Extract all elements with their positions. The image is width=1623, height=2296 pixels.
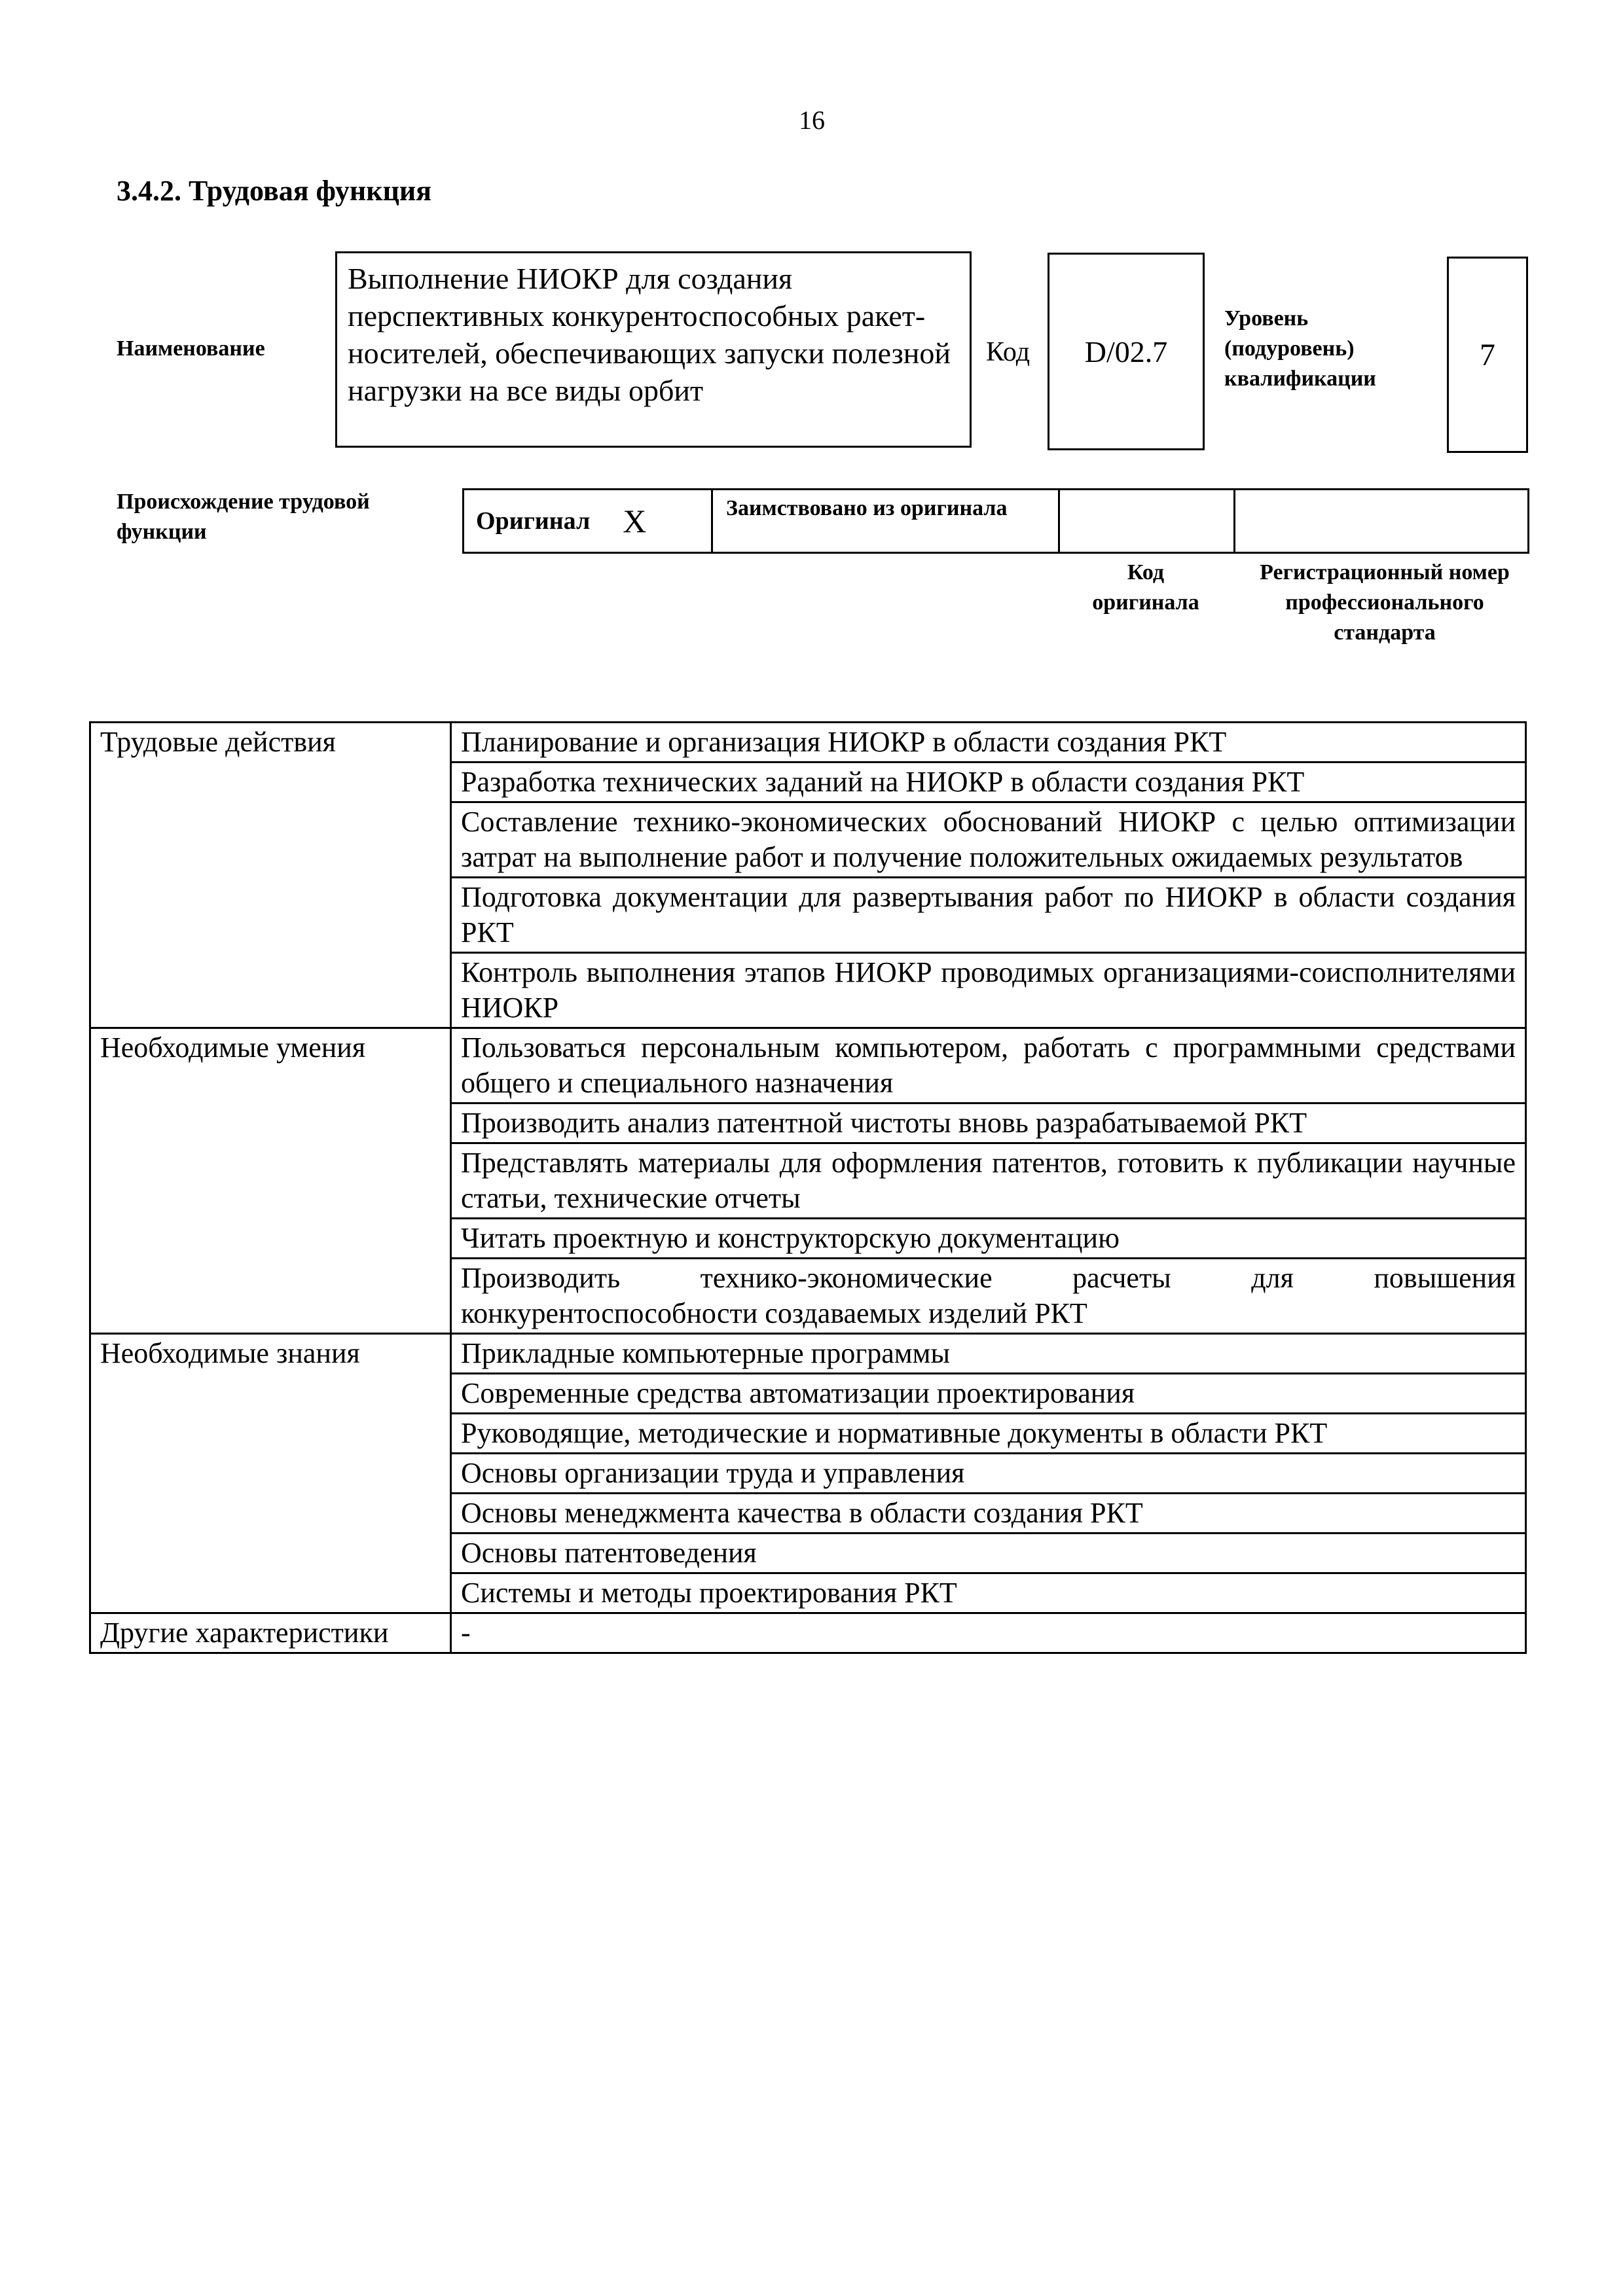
origin-original-mark: X xyxy=(623,503,647,539)
item-cell: Основы патентоведения xyxy=(451,1534,1526,1573)
item-cell: Представлять материалы для оформления патентов, готовить к публикации научные статьи, технические отчеты xyxy=(451,1143,1526,1219)
function-code-box xyxy=(1048,253,1205,450)
origin-borrowed-cell: Заимствовано из оригинала xyxy=(713,490,1060,552)
name-label: Наименование xyxy=(117,336,265,361)
item-cell: Производить технико-экономические расчеты для повышения конкурентоспособности создаваемых изделий РКТ xyxy=(451,1259,1526,1334)
item-cell: Планирование и организация НИОКР в области создания РКТ xyxy=(451,723,1526,762)
origin-code-cell xyxy=(1060,490,1235,552)
origin-original-cell xyxy=(464,490,713,552)
item-cell: Составление технико-экономических обоснований НИОКР с целью оптимизации затрат на выполнение работ и получение положительных ожидаемых результатов xyxy=(451,802,1526,878)
category-cell: Трудовые действия xyxy=(90,723,451,1028)
origin-row xyxy=(462,488,1529,554)
code-original-caption: Код оригинала xyxy=(1092,560,1199,615)
function-name-box: Выполнение НИОКР для создания перспективных конкурентоспособных ракет-носителей, обеспечивающих запуски полезной нагрузки на все виды орбит xyxy=(335,251,972,448)
item-cell: Производить анализ патентной чистоты вновь разрабатываемой РКТ xyxy=(451,1103,1526,1143)
table-row xyxy=(90,1028,1526,1103)
page-number: 16 xyxy=(799,105,825,135)
qualification-level-label xyxy=(1224,304,1434,394)
function-code-value: D/02.7 xyxy=(1084,334,1168,368)
category-cell: Необходимые знания xyxy=(90,1334,451,1613)
item-cell: Системы и методы проектирования РКТ xyxy=(451,1573,1526,1613)
item-cell: Пользоваться персональным компьютером, работать с программными средствами общего и специального назначения xyxy=(451,1028,1526,1103)
item-cell: Разработка технических заданий на НИОКР в области создания РКТ xyxy=(451,762,1526,802)
section-title: 3.4.2. Трудовая функция xyxy=(117,175,432,207)
item-cell: Основы менеджмента качества в области создания РКТ xyxy=(451,1494,1526,1534)
item-cell: - xyxy=(451,1613,1526,1653)
item-cell: Руководящие, методические и нормативные документы в области РКТ xyxy=(451,1414,1526,1454)
origin-original-label: Оригинал xyxy=(476,507,591,535)
table-row xyxy=(90,723,1526,762)
qualification-level-label-text: Уровень (подуровень) квалификации xyxy=(1224,306,1376,391)
category-cell: Другие характеристики xyxy=(90,1613,451,1653)
origin-label: Происхождение трудовой функции xyxy=(117,490,370,544)
item-cell: Прикладные компьютерные программы xyxy=(451,1334,1526,1374)
item-cell: Подготовка документации для развертывания работ по НИОКР в области создания РКТ xyxy=(451,878,1526,953)
item-cell: Читать проектную и конструкторскую документацию xyxy=(451,1219,1526,1259)
reg-number-caption: Регистрационный номер профессионального стандарта xyxy=(1260,560,1510,645)
table-row xyxy=(90,1334,1526,1374)
qualification-level-value: 7 xyxy=(1480,337,1495,372)
table-row xyxy=(90,1613,1526,1653)
qualification-level-box xyxy=(1447,257,1528,453)
category-cell: Необходимые умения xyxy=(90,1028,451,1334)
item-cell: Основы организации труда и управления xyxy=(451,1454,1526,1494)
item-cell: Контроль выполнения этапов НИОКР проводимых организациями-соисполнителями НИОКР xyxy=(451,953,1526,1028)
labor-function-table xyxy=(89,721,1527,1654)
origin-reg-number-cell xyxy=(1235,490,1527,552)
code-label: Код xyxy=(986,337,1030,367)
item-cell: Современные средства автоматизации проектирования xyxy=(451,1374,1526,1414)
